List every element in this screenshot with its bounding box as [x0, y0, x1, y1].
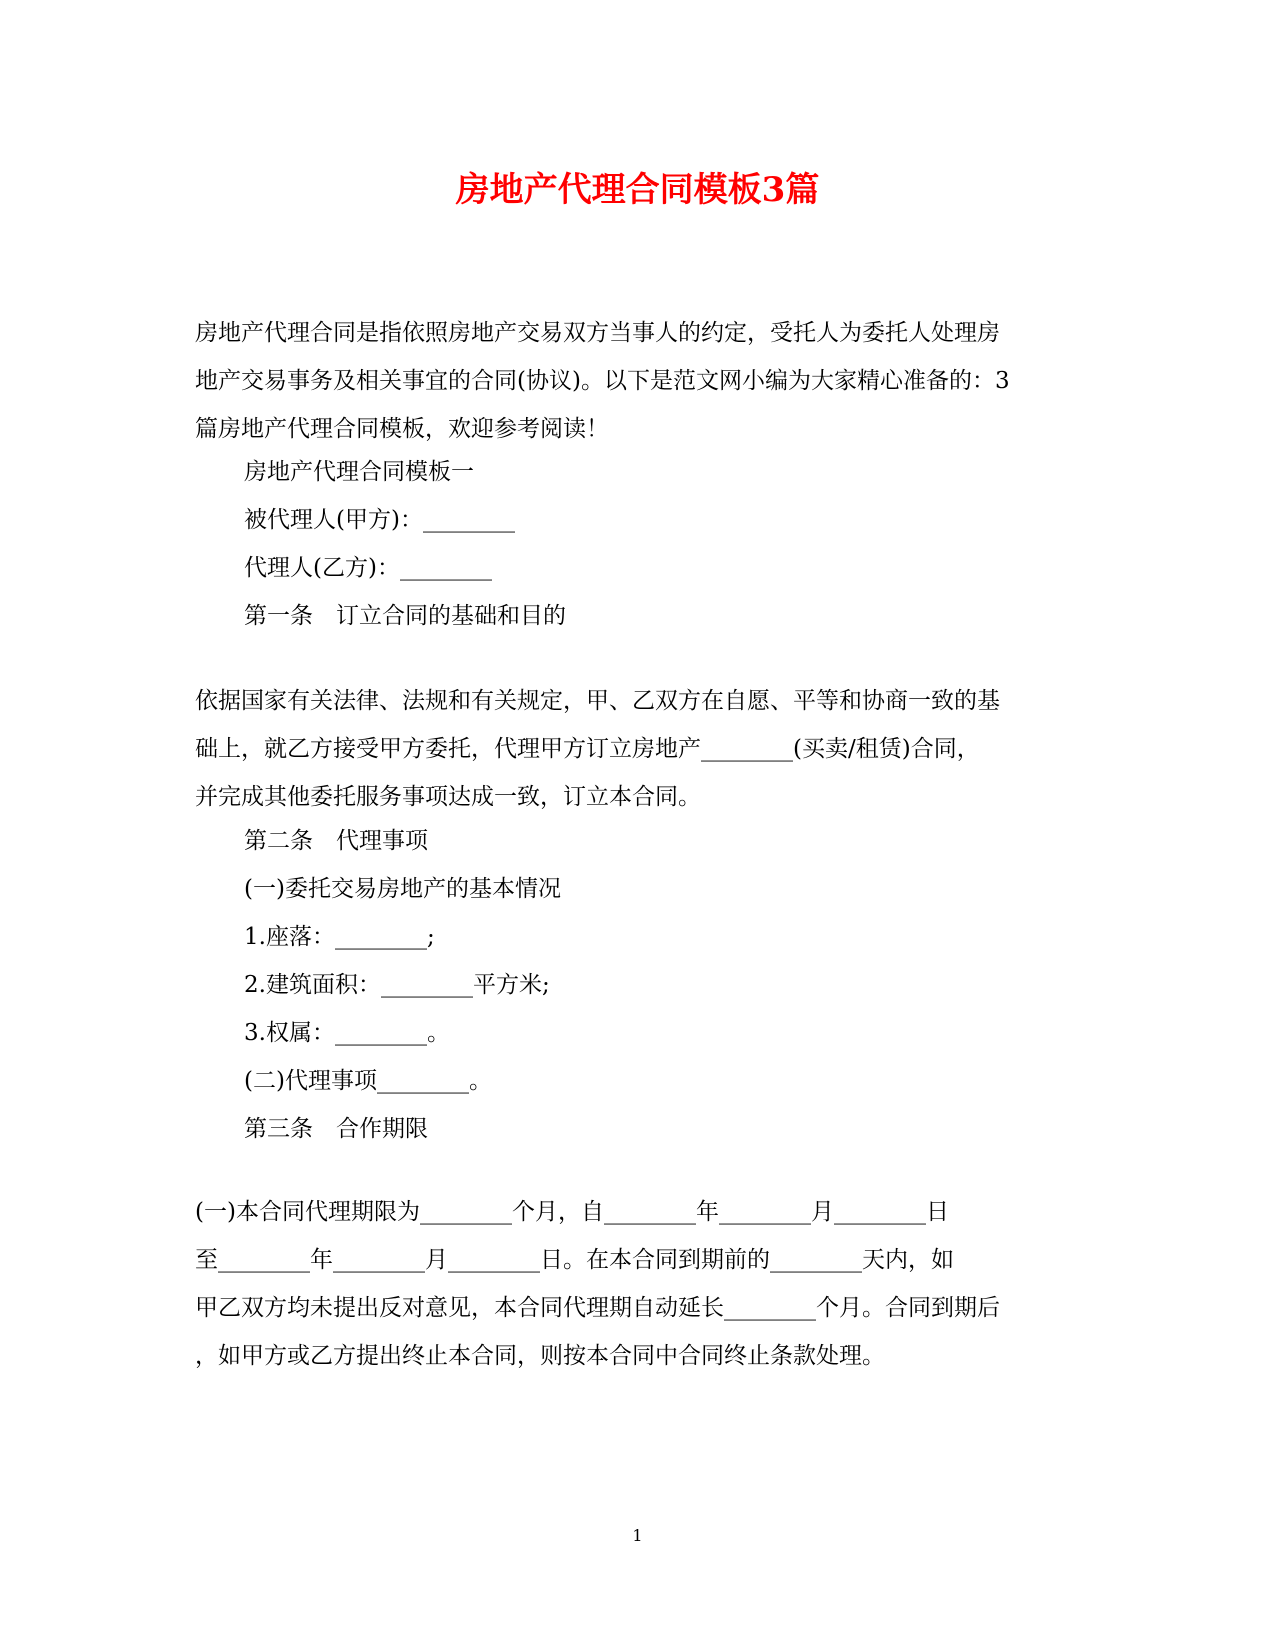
party-a-line: 被代理人(甲方)：________	[244, 507, 515, 533]
paragraph-line: 至________年________月________日。在本合同到期前的________天内，如	[195, 1247, 954, 1273]
template-heading: 房地产代理合同模板一	[244, 459, 474, 485]
page-number: 1	[632, 1526, 643, 1545]
intro-line: 地产交易事务及相关事宜的合同(协议)。以下是范文网小编为大家精心准备的：3	[195, 368, 1010, 394]
intro-paragraph	[195, 309, 1010, 453]
paragraph-line: 甲乙双方均未提出反对意见，本合同代理期自动延长________个月。合同到期后	[195, 1295, 1000, 1321]
template-one-header	[244, 448, 566, 640]
article-two-heading: 第二条 代理事项	[244, 828, 428, 854]
property-info-heading: (一)委托交易房地产的基本情况	[244, 876, 561, 902]
intro-line: 篇房地产代理合同模板，欢迎参考阅读！	[195, 416, 609, 442]
paragraph-line: 并完成其他委托服务事项达成一致，订立本合同。	[195, 784, 701, 810]
ownership-line: 3.权属：________。	[244, 1020, 450, 1046]
article-one-heading: 第一条 订立合同的基础和目的	[244, 603, 566, 629]
paragraph-line: (一)本合同代理期限为________个月，自________年________月________日	[195, 1199, 949, 1225]
document-title: 房地产代理合同模板3篇	[455, 170, 820, 210]
article-three-heading: 第三条 合作期限	[244, 1116, 428, 1142]
article-two-section	[244, 817, 561, 1153]
area-line: 2.建筑面积：________平方米;	[244, 972, 550, 998]
paragraph-line: 础上，就乙方接受甲方委托，代理甲方订立房地产________(买卖/租赁)合同，	[195, 736, 980, 762]
paragraph-line: 依据国家有关法律、法规和有关规定，甲、乙双方在自愿、平等和协商一致的基	[195, 688, 1000, 714]
intro-line: 房地产代理合同是指依照房地产交易双方当事人的约定，受托人为委托人处理房	[195, 320, 1000, 346]
paragraph-line: ，如甲方或乙方提出终止本合同，则按本合同中合同终止条款处理。	[195, 1343, 885, 1369]
location-line: 1.座落：________;	[244, 924, 435, 950]
party-b-line: 代理人(乙方)：________	[244, 555, 492, 581]
article-one-paragraph	[195, 677, 1000, 821]
article-three-paragraph	[195, 1188, 1000, 1380]
agency-matters-line: (二)代理事项________。	[244, 1068, 492, 1094]
